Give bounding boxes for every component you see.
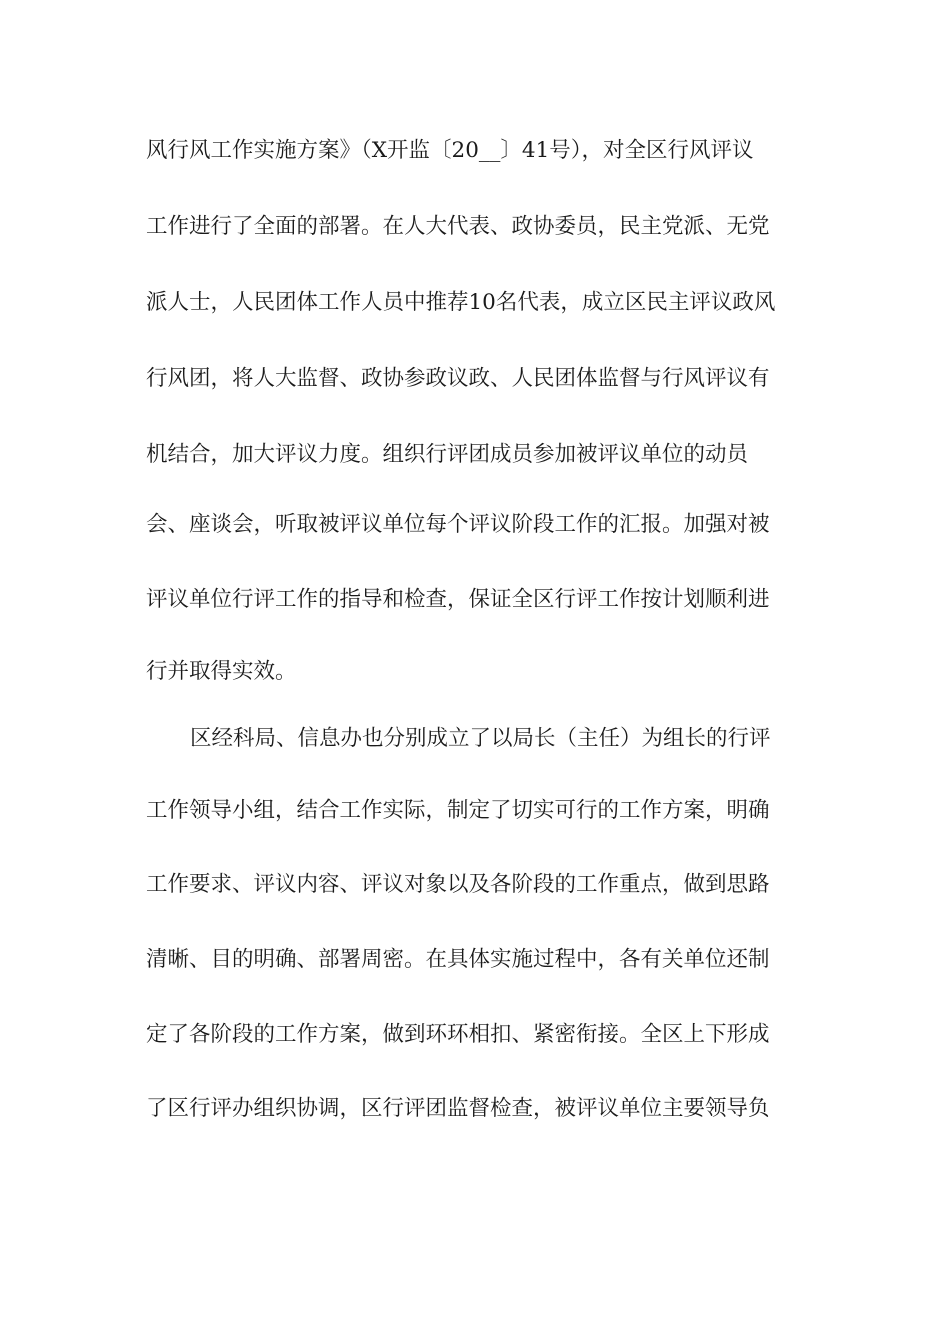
- text-line-4: 行风团，将人大监督、政协参政议政、人民团体监督与行风评议有: [146, 366, 770, 391]
- text-line-12: 清晰、目的明确、部署周密。在具体实施过程中，各有关单位还制: [146, 947, 770, 972]
- text-line-11: 工作要求、评议内容、评议对象以及各阶段的工作重点，做到思路: [146, 872, 770, 897]
- text-line-5: 机结合，加大评议力度。组织行评团成员参加被评议单位的动员: [146, 442, 749, 467]
- text-line-10: 工作领导小组，结合工作实际，制定了切实可行的工作方案，明确: [146, 798, 770, 823]
- text-line-14: 了区行评办组织协调，区行评团监督检查，被评议单位主要领导负: [146, 1096, 770, 1121]
- text-line-2: 工作进行了全面的部署。在人大代表、政协委员，民主党派、无党: [146, 214, 770, 239]
- text-line-1: 风行风工作实施方案》（X开监〔20__〕41号），对全区行风评议: [146, 138, 754, 163]
- text-line-9-paragraph-start: 区经科局、信息办也分别成立了以局长（主任）为组长的行评: [190, 726, 771, 751]
- text-line-8: 行并取得实效。: [146, 659, 297, 684]
- text-line-3: 派人士，人民团体工作人员中推荐10名代表，成立区民主评议政风: [146, 290, 776, 315]
- text-line-7: 评议单位行评工作的指导和检查，保证全区行评工作按计划顺利进: [146, 587, 770, 612]
- text-line-6: 会、座谈会，听取被评议单位每个评议阶段工作的汇报。加强对被: [146, 512, 770, 537]
- text-line-13: 定了各阶段的工作方案，做到环环相扣、紧密衔接。全区上下形成: [146, 1022, 770, 1047]
